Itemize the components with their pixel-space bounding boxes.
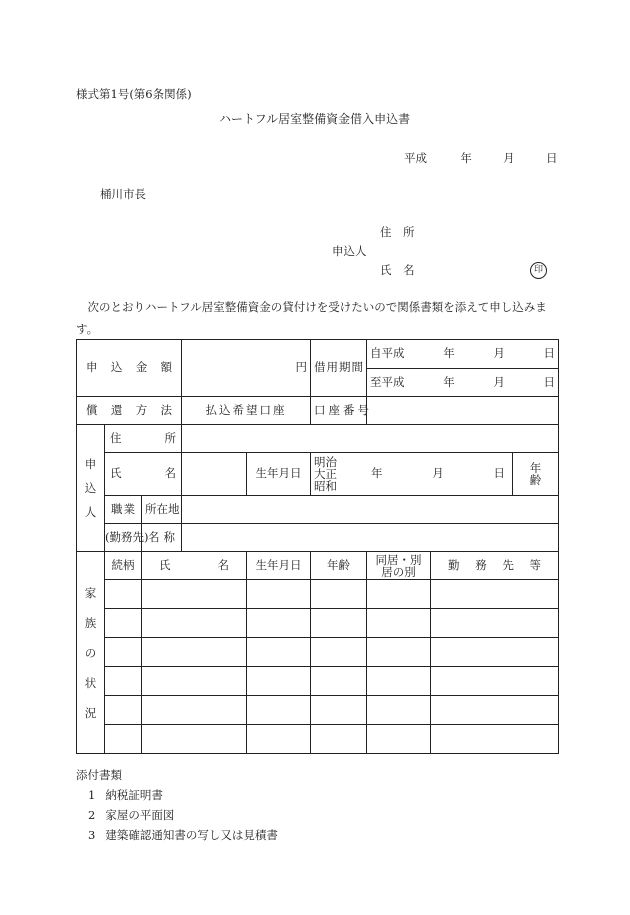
name-label-cell: 氏 名 <box>105 453 182 496</box>
period-to-day: 日 <box>543 374 555 389</box>
family-cell[interactable] <box>247 667 311 696</box>
family-cell[interactable] <box>311 667 367 696</box>
family-cell[interactable] <box>105 667 142 696</box>
attachment-item: 1 納税証明書 <box>88 788 163 802</box>
address-input[interactable] <box>182 425 559 453</box>
date-day: 日 <box>545 151 558 165</box>
family-cell[interactable] <box>367 580 431 609</box>
family-cell[interactable] <box>431 696 559 725</box>
family-cell[interactable] <box>311 696 367 725</box>
family-cell[interactable] <box>431 725 559 754</box>
statement: 次のとおりハートフル居室整備資金の貸付けを受けたいので関係書類を添えて申し込みます。 <box>76 300 547 336</box>
seal-icon: 印 <box>530 261 547 279</box>
attachment-item: 3 建築確認通知書の写し又は見積書 <box>88 828 278 842</box>
applicant-address-label: 住 所 <box>380 225 415 239</box>
family-cell[interactable] <box>247 696 311 725</box>
family-cell[interactable] <box>311 725 367 754</box>
period-from-year: 年 <box>443 346 455 361</box>
job-label: 職 業 <box>105 496 142 524</box>
family-cell[interactable] <box>367 667 431 696</box>
family-cell[interactable] <box>142 638 247 667</box>
period-from-prefix: 自平成 <box>370 346 405 361</box>
name-input[interactable] <box>182 453 247 496</box>
family-cell[interactable] <box>247 725 311 754</box>
period-from-cell[interactable] <box>367 340 559 369</box>
period-to-month: 月 <box>493 374 505 389</box>
family-cell[interactable] <box>105 580 142 609</box>
family-cell[interactable] <box>105 638 142 667</box>
family-row <box>77 696 559 725</box>
birth-input[interactable]: 明治 大正 昭和 年 月 日 <box>311 453 513 496</box>
period-label: 借用期間 <box>311 340 367 397</box>
date-line <box>404 150 557 166</box>
applicant-side-label: 申 込 人 <box>77 425 105 552</box>
family-cell[interactable] <box>105 725 142 754</box>
form-number: 様式第1号(第6条関係) <box>76 87 192 101</box>
family-cell[interactable] <box>431 580 559 609</box>
family-cell[interactable] <box>311 609 367 638</box>
family-header-name: 氏 名 <box>142 552 247 580</box>
period-to-cell[interactable] <box>367 369 559 397</box>
period-to-prefix: 至平成 <box>370 374 405 389</box>
family-cell[interactable] <box>142 696 247 725</box>
date-year: 年 <box>460 151 472 165</box>
family-cell[interactable] <box>367 638 431 667</box>
family-cell[interactable] <box>311 638 367 667</box>
family-cell[interactable] <box>105 609 142 638</box>
family-cell[interactable] <box>367 696 431 725</box>
page-title: ハートフル居室整備資金借入申込書 <box>219 112 411 126</box>
family-cell[interactable] <box>431 638 559 667</box>
attachments-heading: 添付書類 <box>76 768 122 782</box>
family-cell[interactable] <box>431 609 559 638</box>
family-cell[interactable] <box>247 638 311 667</box>
account-number-input[interactable] <box>367 397 559 425</box>
location-input[interactable] <box>182 496 559 524</box>
family-row <box>77 580 559 609</box>
family-cell[interactable] <box>367 609 431 638</box>
period-from-day: 日 <box>543 346 555 361</box>
family-header-cohabit: 同居・別 居の別 <box>367 552 431 580</box>
period-from-month: 月 <box>493 346 505 361</box>
account-label: 口座番号 <box>311 397 367 425</box>
company-name-label: 名 称 <box>142 524 182 552</box>
company-name-input[interactable] <box>182 524 559 552</box>
application-table <box>76 339 559 754</box>
family-side-label: 家 族 の 状 況 <box>77 552 105 754</box>
applicant-name-label: 氏 名 <box>380 263 415 277</box>
family-cell[interactable] <box>142 580 247 609</box>
family-cell[interactable] <box>431 667 559 696</box>
location-label: 所在地 <box>142 496 182 524</box>
attachment-item: 2 家屋の平面図 <box>88 808 175 822</box>
family-row <box>77 667 559 696</box>
age-label: 年 齢 <box>513 453 559 496</box>
family-cell[interactable] <box>247 609 311 638</box>
family-header-birth: 生年月日 <box>247 552 311 580</box>
date-era: 平成 <box>404 151 427 165</box>
family-cell[interactable] <box>105 696 142 725</box>
addressee: 桶川市長 <box>100 187 146 201</box>
date-month: 月 <box>503 151 515 165</box>
family-cell[interactable] <box>247 580 311 609</box>
yen-unit: 円 <box>295 360 308 375</box>
family-cell[interactable] <box>367 725 431 754</box>
family-row <box>77 638 559 667</box>
period-to-year: 年 <box>443 374 455 389</box>
era-options[interactable]: 明治 大正 昭和 <box>314 455 338 493</box>
address-label-cell: 住 所 <box>105 425 182 453</box>
birth-label: 生年月日 <box>247 453 311 496</box>
family-cell[interactable] <box>311 580 367 609</box>
family-cell[interactable] <box>142 667 247 696</box>
family-cell[interactable] <box>142 609 247 638</box>
repayment-label-cell: 償 還 方 法 <box>77 397 182 425</box>
family-row <box>77 725 559 754</box>
amount-input[interactable] <box>182 340 311 397</box>
employer-label: (勤務先) <box>105 524 142 552</box>
amount-label-cell: 申 込 金 額 <box>77 340 182 397</box>
family-cell[interactable] <box>142 725 247 754</box>
family-header-age: 年齢 <box>311 552 367 580</box>
bank-label: 払込希望口座 <box>182 397 311 425</box>
applicant-label: 申込人 <box>332 244 367 258</box>
family-header-work: 勤 務 先 等 <box>431 552 559 580</box>
family-header-relation: 続柄 <box>105 552 142 580</box>
family-row <box>77 609 559 638</box>
